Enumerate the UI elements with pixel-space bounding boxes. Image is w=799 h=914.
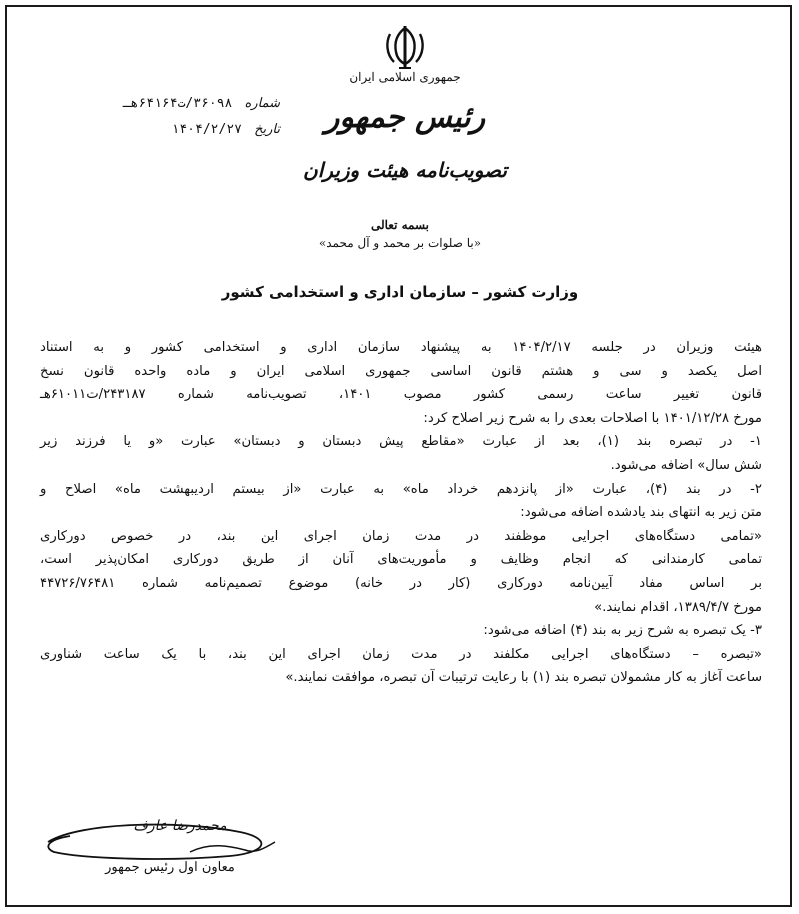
document-date-row — [40, 122, 280, 137]
body-line: مورخ ۱۳۸۹/۴/۷، اقدام نمایند.» — [594, 599, 762, 615]
document-body — [40, 336, 762, 690]
date-label: تاریخ — [254, 122, 280, 137]
document-title: وزارت کشور – سازمان اداری و استخدامی کشور — [221, 283, 579, 301]
document-date: ۱۴۰۴/۲/۲۷ — [171, 122, 242, 137]
body-line: ۳- یک تبصره به شرح زیر به بند (۴) اضافه می‌شود: — [483, 623, 762, 639]
document-type: تصویب‌نامه هیئت وزیران — [303, 158, 507, 182]
salutation-line-2: «با صلوات بر محمد و آل محمد» — [318, 236, 482, 250]
body-line: بر اساس مفاد آیین‌نامه دورکاری (کار در خانه) موضوع تصمیم‌نامه شماره ۴۴۷۲۶/۷۶۴۸۱ — [40, 575, 762, 591]
salutation-line-1: بسمه تعالی — [370, 218, 430, 232]
body-line: «تبصره – دستگاه‌های اجرایی مکلفند در مدت زمان اجرای این بند، با یک ساعت شناوری — [40, 646, 762, 662]
iran-emblem-icon — [384, 24, 426, 70]
document-number: ۳۶۰۹۸/ت۶۴۱۶۴هـ — [122, 96, 233, 111]
body-line: متن زیر به انتهای بند یادشده اضافه می‌شود: — [520, 505, 762, 521]
body-line: قانون تغییر ساعت رسمی کشور مصوب ۱۴۰۱، تصویب‌نامه شماره ۲۴۳۱۸۷/ت۶۱۰۱۱هـ — [40, 387, 762, 403]
body-line: هیئت وزیران در جلسه ۱۴۰۴/۲/۱۷ به پیشنهاد سازمان اداری و استخدامی کشور و به استناد — [40, 340, 762, 355]
body-line: ۲- در بند (۴)، عبارت «از پانزدهم خرداد ماه» به عبارت «از بیستم اردیبهشت ماه» اصلاح و — [40, 481, 762, 497]
body-line: شش سال» اضافه می‌شود. — [610, 457, 762, 473]
country-name: جمهوری اسلامی ایران — [349, 70, 461, 84]
body-line: «تمامی دستگاه‌های اجرایی موظفند در مدت زمان اجرای این بند، در خصوص دورکاری — [40, 528, 762, 544]
signatory-position: معاون اول رئیس جمهور — [105, 860, 235, 875]
body-line: اصل یکصد و سی و هشتم قانون اساسی جمهوری اسلامی ایران و ماده واحده قانون نسخ — [40, 363, 762, 379]
body-line: تمامی کارمندانی که انجام وظایف و مأموریت‌های آنان از طریق دورکاری امکان‌پذیر است، — [40, 552, 762, 568]
office-title: رئیس جمهور — [324, 100, 486, 135]
number-label: شماره — [244, 96, 280, 111]
body-line: ساعت آغاز به کار مشمولان تبصره بند (۱) با رعایت ترتیبات آن تبصره، موافقت نمایند.» — [285, 670, 762, 686]
document-number-row — [40, 96, 280, 111]
signatory-name: محمدرضا عارف — [133, 818, 227, 834]
body-line: مورخ ۱۴۰۱/۱۲/۲۸ با اصلاحات بعدی را به شرح زیر اصلاح کرد: — [423, 410, 762, 426]
body-line: ۱- در تبصره بند (۱)، بعد از عبارت «مقاطع پیش دبستان و دبستان» عبارت «و یا فرزند زیر — [40, 434, 762, 450]
